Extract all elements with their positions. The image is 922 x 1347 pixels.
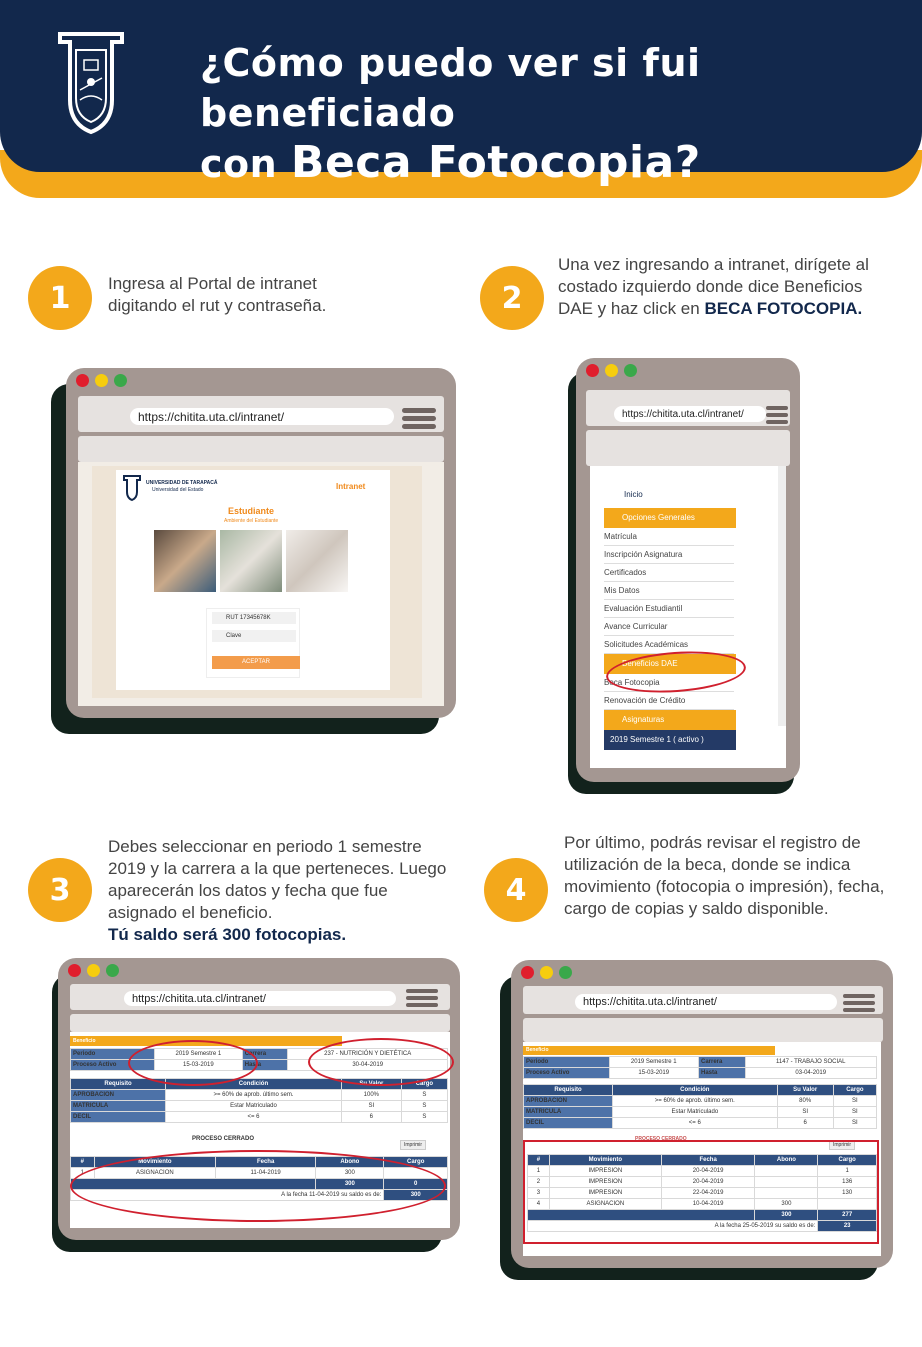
process-closed-label: PROCESO CERRADO [635, 1136, 687, 1142]
menu-item[interactable]: Certificados [604, 564, 734, 582]
periodo-select[interactable]: 2019 Semestre 1 [154, 1049, 242, 1060]
close-dot-icon [68, 964, 81, 977]
maximize-dot-icon [114, 374, 127, 387]
hasta-value: 30-04-2019 [288, 1060, 448, 1071]
url-bar[interactable]: https://chitita.uta.cl/intranet/ [124, 991, 396, 1006]
menu-item[interactable]: Mis Datos [604, 582, 734, 600]
menu-item[interactable]: Avance Curricular [604, 618, 734, 636]
proceso-label: Proceso Activo [524, 1068, 610, 1079]
intranet-brand: Intranet [336, 482, 366, 491]
close-dot-icon [586, 364, 599, 377]
table-row: 2 IMPRESION 20-04-2019 136 [528, 1177, 877, 1188]
proceso-label: Proceso Activo [71, 1060, 155, 1071]
uta-logo-icon [122, 474, 142, 502]
menu-item[interactable]: Solicitudes Académicas [604, 636, 734, 654]
password-input[interactable]: Clave [212, 630, 296, 642]
table-row: 4 ASIGNACION 10-04-2019 300 [528, 1199, 877, 1210]
page-title [200, 38, 922, 189]
minimize-dot-icon [95, 374, 108, 387]
submit-button[interactable]: ACEPTAR [212, 656, 300, 669]
carrera-select[interactable]: 1147 - TRABAJO SOCIAL [745, 1057, 876, 1068]
url-bar[interactable]: https://chitita.uta.cl/intranet/ [130, 408, 394, 425]
proceso-value: 15-03-2019 [154, 1060, 242, 1071]
title-line1: ¿Cómo puedo ver si fui beneficiado [200, 41, 701, 135]
semester-select[interactable]: 2019 Semestre 1 ( activo ) [604, 730, 736, 750]
menu-home[interactable]: Inicio [624, 490, 643, 499]
benefit-screen-4: Beneficio Periodo 2019 Semestre 1 Carrera 1147 - TRABAJO SOCIAL Proceso Activo 15-03-2019 Hasta 03-04-2019 Requisito Condición Su Valor Cargo APROBACION >= 60% de aprob. último sem. 80% SI MATRICULA Estar Matriculado SI SI DECIL <= 6 6 SI PROCESO CERRADO Imprimir # Movimiento Fecha Abono Cargo 1 IMPRESION 20-04-2019 1 2 IMPRESION 20-04-2019 136 3 IMPRESION 22-04-2019 130 4 ASIGNACION 10-04-2019 300 300 277 A la fecha 25-05-2019 su saldo es de: 23 [523, 1042, 881, 1256]
login-subheading: Ambiente del Estudiante [224, 518, 279, 524]
print-button[interactable]: Imprimir [829, 1140, 855, 1150]
login-university-sub: Universidad del Estado [152, 487, 204, 493]
title-prefix: con [200, 142, 278, 186]
periodo-select[interactable]: 2019 Semestre 1 [609, 1057, 698, 1068]
highlight-ellipse-periodo [128, 1040, 258, 1086]
print-button[interactable]: Imprimir [400, 1140, 426, 1150]
browser-window-1 [66, 368, 456, 718]
step-1-text: Ingresa al Portal de intranet digitando el rut y contraseña. [108, 274, 327, 315]
maximize-dot-icon [624, 364, 637, 377]
step-3-text: Debes seleccionar en periodo 1 semestre 2019 y la carrera a la que perteneces. Luego aparecerán los datos y fecha que fue asignado el beneficio. Tú saldo será 300 fotocopias. [108, 837, 447, 944]
hamburger-menu-icon[interactable] [766, 406, 788, 427]
step-number-1: 1 [28, 266, 92, 330]
section-header: Beneficio [523, 1046, 775, 1055]
periodo-label: Periodo [71, 1049, 155, 1060]
highlight-ellipse-carrera [308, 1038, 454, 1086]
proceso-value: 15-03-2019 [609, 1068, 698, 1079]
title-bold: Beca Fotocopia? [290, 137, 701, 188]
process-closed-label: PROCESO CERRADO [192, 1136, 255, 1142]
maximize-dot-icon [106, 964, 119, 977]
table-row: 1 IMPRESION 20-04-2019 1 [528, 1166, 877, 1177]
step-number-4: 4 [484, 858, 548, 922]
step-2-bold: BECA FOTOCOPIA. [704, 299, 863, 318]
browser-window-4 [511, 960, 893, 1268]
url-bar[interactable]: https://chitita.uta.cl/intranet/ [614, 406, 766, 422]
browser-window-3 [58, 958, 460, 1240]
menu-screen [590, 466, 786, 768]
step-number-2: 2 [480, 266, 544, 330]
table-row: 3 IMPRESION 22-04-2019 130 [528, 1188, 877, 1199]
rut-input[interactable]: RUT 17345678K [212, 612, 296, 624]
step-2-text: Una vez ingresando a intranet, dirígete al costado izquierdo donde dice Beneficios DAE y haz click en BECA FOTOCOPIA. [558, 255, 869, 318]
step-3-bold: Tú saldo será 300 fotocopias. [108, 925, 347, 944]
carrera-label: Carrera [699, 1057, 746, 1068]
carrera-label: Carrera [242, 1049, 288, 1060]
hasta-label: Hasta [242, 1060, 288, 1071]
minimize-dot-icon [605, 364, 618, 377]
menu-item[interactable]: Evaluación Estudiantil [604, 600, 734, 618]
login-screen [78, 462, 444, 706]
minimize-dot-icon [87, 964, 100, 977]
highlight-ellipse-movements [70, 1150, 446, 1222]
section-header: Beneficio [70, 1036, 342, 1046]
maximize-dot-icon [559, 966, 572, 979]
hamburger-menu-icon[interactable] [406, 989, 438, 1010]
classroom-photo [220, 530, 282, 592]
close-dot-icon [521, 966, 534, 979]
hasta-label: Hasta [699, 1068, 746, 1079]
url-bar[interactable]: https://chitita.uta.cl/intranet/ [575, 994, 837, 1010]
menu-general-header[interactable]: Opciones Generales [604, 508, 736, 528]
hamburger-menu-icon[interactable] [402, 408, 436, 432]
menu-item[interactable]: Inscripción Asignatura [604, 546, 734, 564]
menu-item[interactable]: Renovación de Crédito [604, 692, 734, 710]
table-row: 1 ASIGNACION 11-04-2019 300 [71, 1168, 448, 1179]
step-number-3: 3 [28, 858, 92, 922]
benefit-screen-3: Beneficio Periodo 2019 Semestre 1 Carrera 237 - NUTRICIÓN Y DIETÉTICA Proceso Activo 15-03-2019 Hasta 30-04-2019 Requisito Condición Su Valor Cargo APROBACION >= 60% de aprob. último sem. 100% S MATRICULA Estar Matriculado SI S DECIL <= 6 6 S PROCESO CERRADO Imprimir # Movimiento Fecha Abono Cargo 1 ASIGNACION 11-04-2019 300 300 0 A la fecha 11-04-2019 su saldo es de: 300 [70, 1032, 450, 1228]
menu-item[interactable]: Matrícula [604, 528, 734, 546]
periodo-label: Periodo [524, 1057, 610, 1068]
menu-benefits-header[interactable]: Beneficios DAE [604, 654, 736, 674]
step-4-text: Por último, podrás revisar el registro de utilización de la beca, donde se indica movimiento (fotocopia o impresión), fecha, cargo de copias y saldo disponible. [564, 833, 885, 918]
notebook-photo [286, 530, 348, 592]
highlight-box-movements [523, 1140, 879, 1244]
students-photo [154, 530, 216, 592]
carrera-select[interactable]: 237 - NUTRICIÓN Y DIETÉTICA [288, 1049, 448, 1060]
login-university: UNIVERSIDAD DE TARAPACÁ [146, 480, 218, 486]
login-heading: Estudiante [228, 506, 275, 516]
university-logo-icon [54, 30, 128, 136]
menu-subjects-header[interactable]: Asignaturas [604, 710, 736, 730]
hasta-value: 03-04-2019 [745, 1068, 876, 1079]
hamburger-menu-icon[interactable] [843, 994, 875, 1015]
browser-window-2 [576, 358, 800, 782]
minimize-dot-icon [540, 966, 553, 979]
menu-item-beca-fotocopia[interactable]: Beca Fotocopia [604, 674, 734, 692]
close-dot-icon [76, 374, 89, 387]
